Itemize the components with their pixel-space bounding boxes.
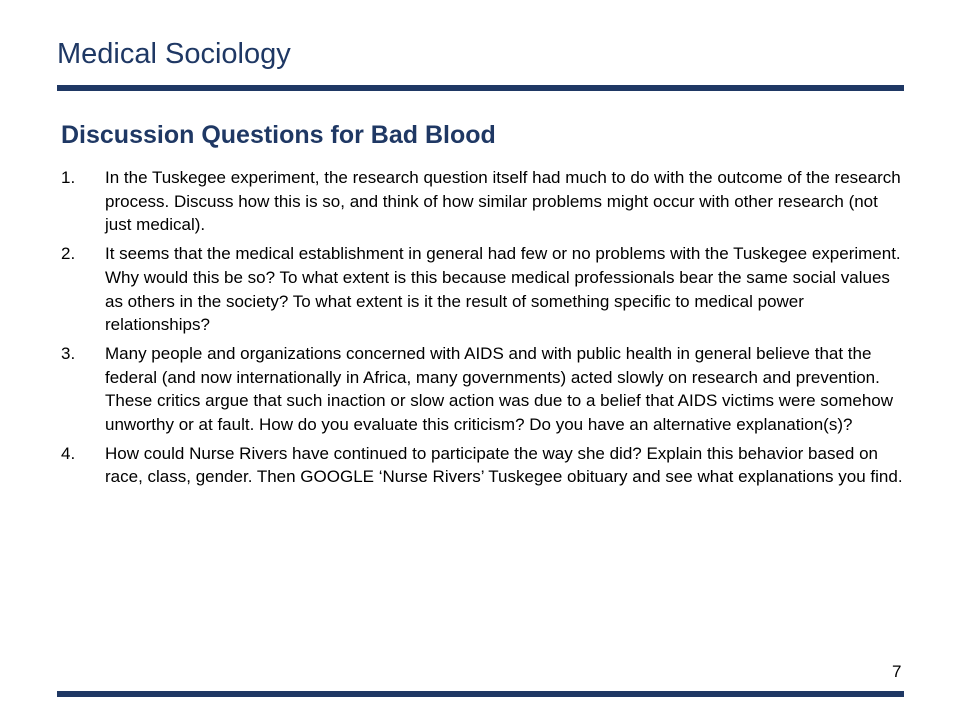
question-number: 1.	[61, 168, 76, 187]
question-number: 4.	[61, 443, 76, 463]
question-text: In the Tuskegee experiment, the research question itself had much to do with the outcome of the research process. Discuss how this is so, and think of how similar problems might occur with other research (not just medical).	[105, 168, 901, 235]
question-item-4	[61, 442, 909, 489]
question-text: It seems that the medical establishment in general had few or no problems with the Tuskegee experiment. Why would this be so? To what extent is this because medical professionals bear the same social values as others in the society? To what extent is it the result of something specific to medical power relationships?	[105, 244, 901, 335]
question-text: How could Nurse Rivers have continued to participate the way she did? Explain this behavior based on race, class, gender. Then GOOGLE ‘Nurse Rivers’ Tuskegee obituary and see what explanations you find.	[105, 443, 903, 487]
bottom-divider-rule	[57, 691, 904, 697]
discussion-question-list	[61, 166, 909, 494]
top-divider-rule	[57, 85, 904, 91]
section-heading: Discussion Questions for Bad Blood	[61, 121, 496, 149]
question-text: Many people and organizations concerned with AIDS and with public health in general believe that the federal (and now internationally in Africa, many governments) acted slowly on research and prevention. These critics argue that such inaction or slow action was due to a belief that AIDS victims were somehow unworthy or at fault. How do you evaluate this criticism? Do you have an alternative explanation(s)?	[105, 343, 894, 435]
question-number: 2.	[61, 244, 76, 264]
question-item-2	[61, 242, 909, 337]
slide-title: Medical Sociology	[57, 38, 291, 70]
question-item-1	[61, 166, 909, 237]
question-item-3	[61, 342, 909, 437]
page-number: 7	[892, 662, 902, 681]
question-number: 3.	[61, 343, 76, 363]
